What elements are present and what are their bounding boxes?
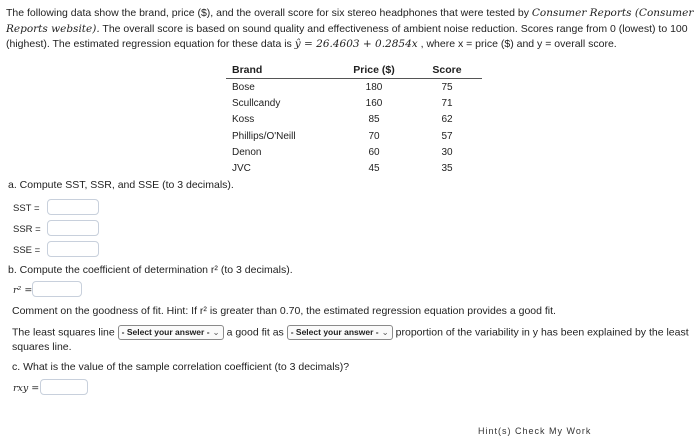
table-row [226,112,482,128]
table-row [226,160,482,176]
part-c-question: c. What is the value of the sample correlation coefficient (to 3 decimals)? [12,361,350,373]
fit-select-2[interactable] [287,325,393,340]
cell-score: 71 [441,97,453,109]
part-b-question: b. Compute the coefficient of determination r² (to 3 decimals). [8,264,293,276]
sentence-start: The least squares line [12,326,115,339]
cell-brand: Phillips/O'Neill [232,130,296,142]
sentence-mid: a good fit as [226,326,284,339]
chevron-down-icon: ⌄ [212,327,220,337]
sst-input[interactable] [47,199,99,215]
goodness-of-fit-comment: Comment on the goodness of fit. Hint: If r² is greater than 0.70, the estimated regression equation provides a good fit. [12,305,556,317]
cell-brand: Bose [232,81,255,93]
cell-price: 85 [368,114,380,126]
cell-score: 75 [441,81,453,93]
table-row [226,144,482,160]
problem-intro [6,6,694,53]
intro-text-1: The following data show the brand, price ($), and the overall score for six stereo headphones that were tested by [6,7,532,19]
table-row [226,79,482,96]
sst-label: SST = [13,203,40,214]
cell-brand: Denon [232,146,262,158]
intro-source: Consumer Reports (Consumer Reports website). [6,7,694,35]
r2-label: r² = [13,285,33,296]
rxy-label: rxy = [13,383,40,394]
footer-links-cut[interactable]: Hint(s) Check My Work [478,426,592,436]
header-brand: Brand [232,64,263,76]
cell-score: 30 [441,146,453,158]
fit-select-1[interactable] [118,325,224,340]
sse-input[interactable] [47,241,99,257]
header-price: Price ($) [353,64,395,76]
cell-price: 160 [365,97,383,109]
cell-price: 70 [368,130,380,142]
r2-input[interactable] [32,281,82,297]
select-1-label: - Select your answer - [121,327,210,337]
cell-brand: Scullcandy [232,97,281,109]
regression-equation: ŷ = 26.4603 + 0.2854x [294,38,418,50]
cell-score: 57 [441,130,453,142]
ssr-input[interactable] [47,220,99,236]
sentence-end: proportion of the variability in y has been explained by the least squares line. [12,326,689,354]
table-row [226,95,482,111]
intro-text-2: The overall score is based on sound quality and effectiveness of ambient noise reduction. Scores range from 0 (lowest) to 100 (highest). The estimated regression equation for these data is [6,22,688,50]
cell-price: 45 [368,163,380,175]
part-a-question: a. Compute SST, SSR, and SSE (to 3 decimals). [8,179,234,191]
data-table [226,62,482,177]
cell-brand: JVC [232,163,251,175]
header-score: Score [432,64,462,76]
ssr-label: SSR = [13,224,41,235]
chevron-down-icon: ⌄ [381,327,389,337]
cell-score: 35 [441,163,453,175]
cell-price: 180 [365,81,383,93]
fit-sentence [12,325,692,355]
cell-brand: Koss [232,114,255,126]
sse-label: SSE = [13,245,41,256]
intro-text-3: , where x = price ($) and y = overall score. [417,38,617,50]
table-header-row [226,62,482,79]
table-row [226,128,482,144]
select-2-label: - Select your answer - [290,327,379,337]
cell-score: 62 [441,114,453,126]
cell-price: 60 [368,146,380,158]
rxy-input[interactable] [40,379,88,395]
